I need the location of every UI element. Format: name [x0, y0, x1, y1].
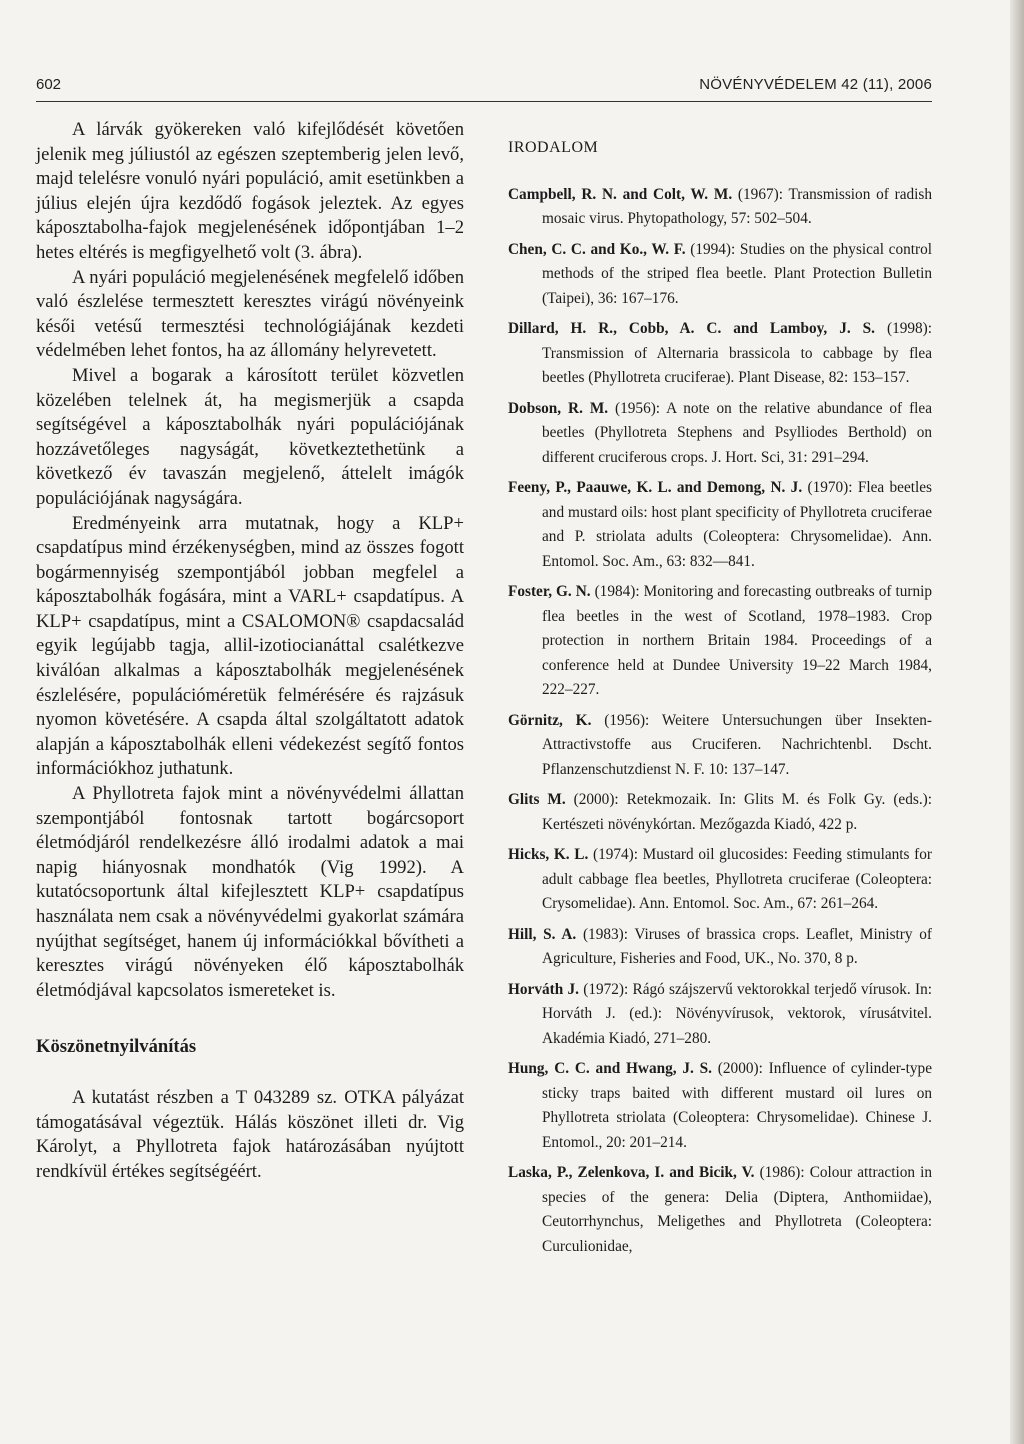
reference-entry — [508, 923, 932, 972]
reference-details: (1967): Transmission of radish mosaic virus. Phytopathology, 57: 502–504. — [542, 185, 933, 227]
reference-entry — [508, 1161, 932, 1259]
reference-details: (1994): Studies on the physical control methods of the striped flea beetle. Plant Protection Bulletin (Taipei), 36: 167–176. — [542, 240, 932, 307]
reference-entry — [508, 238, 932, 312]
reference-details: (1986): Colour attraction in species of the genera: Delia (Diptera, Anthomiidae), Ceutorrhynchus, Meligethes and Phyllotreta (Coleoptera: Curculionidae, — [542, 1164, 932, 1255]
references-column — [508, 136, 932, 1265]
reference-authors: Görnitz, K. — [508, 711, 592, 729]
reference-details: (1972): Rágó szájszervű vektorokkal terjedő vírusok. In: Horváth J. (ed.): Növényvírusok, vektorok, vírusátvitel. Akadémia Kiadó, 271–280. — [542, 980, 932, 1047]
reference-authors: Hill, S. A. — [508, 925, 577, 943]
reference-details: (1974): Mustard oil glucosides: Feeding stimulants for adult cabbage flea beetles, Phyllotreta cruciferae (Coleoptera: Crysomelidae). Ann. Entomol. Soc. Am., 67: 261–264. — [542, 846, 932, 912]
reference-entry — [508, 397, 932, 471]
header-rule — [36, 101, 932, 102]
reference-entry — [508, 709, 932, 783]
reference-details: (1956): Weitere Untersuchungen über Insekten-Attractivstoffe aus Cruciferen. Nachrichtenbl. Dscht. Pflanzenschutzdienst N. F. 10: 137–147. — [542, 711, 932, 778]
reference-entry — [508, 317, 932, 391]
reference-entry — [508, 843, 932, 917]
reference-entry — [508, 476, 932, 574]
reference-details: (2000): Retekmozaik. In: Glits M. és Folk Gy. (eds.): Kertészeti növénykórtan. Mezőgazda Kiadó, 422 p. — [542, 791, 932, 833]
reference-authors: Horváth J. — [508, 980, 579, 998]
page-header — [36, 74, 932, 100]
page-number: 602 — [36, 76, 62, 93]
reference-details: (1998): Transmission of Alternaria brassicola to cabbage by flea beetles (Phyllotreta cruciferae). Plant Disease, 82: 153–157. — [542, 320, 933, 386]
body-paragraph: A Phyllotreta fajok mint a növényvédelmi állattan szempontjából fontosnak tartott bogárcsoport életmódjáról rendelkezésre álló irodalmi adatok a mai napig hiányosnak mondhatók (Vig 1992). A kutatócsoportunk által kifejlesztett KLP+ csapdatípus használata nem csak a növényvédelmi gyakorlat számára nyújthat segítséget, hanem új információkkal bővítheti a keresztes virágú növényeken élő káposztabolhák életmódjával kapcsolatos ismereteket is. — [36, 783, 464, 1001]
body-paragraph: Mivel a bogarak a károsított terület közvetlen közelében telelnek át, ha megismerjük a csapda segítségével a káposztabolhák nyári populációjának hozzávetőleges nagyságát, következtethetünk a következő év tavaszán megjelenő, áttelelt imágók populációjának nagyságára. — [36, 364, 464, 509]
reference-entry — [508, 1057, 932, 1155]
reference-details: (1983): Viruses of brassica crops. Leaflet, Ministry of Agriculture, Fisheries and Food, UK., No. 370, 8 p. — [542, 925, 932, 967]
reference-details: (1984): Monitoring and forecasting outbreaks of turnip flea beetles in the west of Scotland, 1978–1983. Crop protection in northern Britain 1984. Proceedings of a conference held at Dundee University 19–22 March 1984, 222–227. — [542, 583, 933, 698]
body-paragraph: A nyári populáció megjelenésének megfelelő időben való észlelése termesztett keresztes virágú növényeink késői vetésű termesztési technológiájának kezdeti védelmében lehet fontos, ha az állomány helyrevetett. — [36, 266, 464, 362]
journal-running-title: NÖVÉNYVÉDELEM 42 (11), 2006 — [699, 76, 932, 93]
reference-authors: Dobson, R. M. — [508, 399, 609, 417]
reference-authors: Feeny, P., Paauwe, K. L. and Demong, N. J. — [508, 479, 803, 496]
body-paragraph: Eredményeink arra mutatnak, hogy a KLP+ csapdatípus mind érzékenységben, mind az összes fogott bogármennyiség szempontjából jobban megfelel a káposztabolhák fogására, mint a VARL+ csapdatípus. A KLP+ csapdatípus, mint a CSALOMON® csapdacsalád egyik legújabb tagja, allil-izotiocianáttal csalétkezve kiválóan alkalmas a káposztabolhák megjelenésének észlelésére, populációméretük felmérésére és rajzásuk nyomon követésére. A csapda által szolgáltatott adatok alapján a káposztabolhák elleni védekezést segítő fontos információkhoz juthatunk. — [36, 512, 464, 780]
reference-entry — [508, 978, 932, 1052]
reference-authors: Campbell, R. N. and Colt, W. M. — [508, 185, 733, 203]
reference-list — [508, 183, 932, 1260]
reference-authors: Foster, G. N. — [508, 583, 591, 600]
reference-authors: Laska, P., Zelenkova, I. and Bicik, V. — [508, 1164, 755, 1181]
reference-details: (1970): Flea beetles and mustard oils: host plant specificity of Phyllotreta cruciferae and P. striolata adults (Coleoptera: Chrysomelidae). Ann. Entomol. Soc. Am., 63: 832—841. — [542, 479, 932, 570]
reference-authors: Hung, C. C. and Hwang, J. S. — [508, 1060, 712, 1077]
reference-authors: Chen, C. C. and Ko., W. F. — [508, 240, 686, 258]
body-paragraph: A lárvák gyökereken való kifejlődését követően jelenik meg júliustól az egészen szeptemberig jelen levő, majd telelésre vonuló nyári populáció, amit esetünkben a július elején újra kezdődő fogások jeleztek. Az egyes káposztabolha-fajok megjelenésének időpontjában 1–2 hetes eltérés is megfigyelhető volt (3. ábra). — [36, 119, 464, 263]
reference-entry — [508, 788, 932, 837]
reference-entry — [508, 580, 932, 703]
reference-details: (2000): Influence of cylinder-type sticky traps baited with different mustard oil lures on Phyllotreta striolata (Coleoptera: Chrysomelidae). Chinese J. Entomol., 20: 201–214. — [542, 1060, 932, 1151]
acknowledgement-heading: Köszönetnyilvánítás — [36, 1036, 197, 1058]
reference-authors: Dillard, H. R., Cobb, A. C. and Lamboy, J. S. — [508, 320, 875, 337]
reference-details: (1956): A note on the relative abundance of flea beetles (Phyllotreta Stephens and Psylliodes Berthold) on different cruciferous crops. J. Hort. Sci, 31: 291–294. — [542, 399, 932, 466]
references-title: IRODALOM — [508, 139, 599, 156]
acknowledgement-text: A kutatást részben a T 043289 sz. OTKA pályázat támogatásával végeztük. Hálás köszönet illeti dr. Vig Károlyt, a Phyllotreta fajok határozásában nyújtott rendkívül értékes segítségéért. — [36, 1086, 464, 1182]
reference-entry — [508, 183, 932, 232]
body-text-column — [36, 118, 464, 1184]
scan-edge-shadow — [1010, 0, 1024, 1444]
reference-authors: Glits M. — [508, 791, 566, 808]
reference-authors: Hicks, K. L. — [508, 846, 589, 863]
